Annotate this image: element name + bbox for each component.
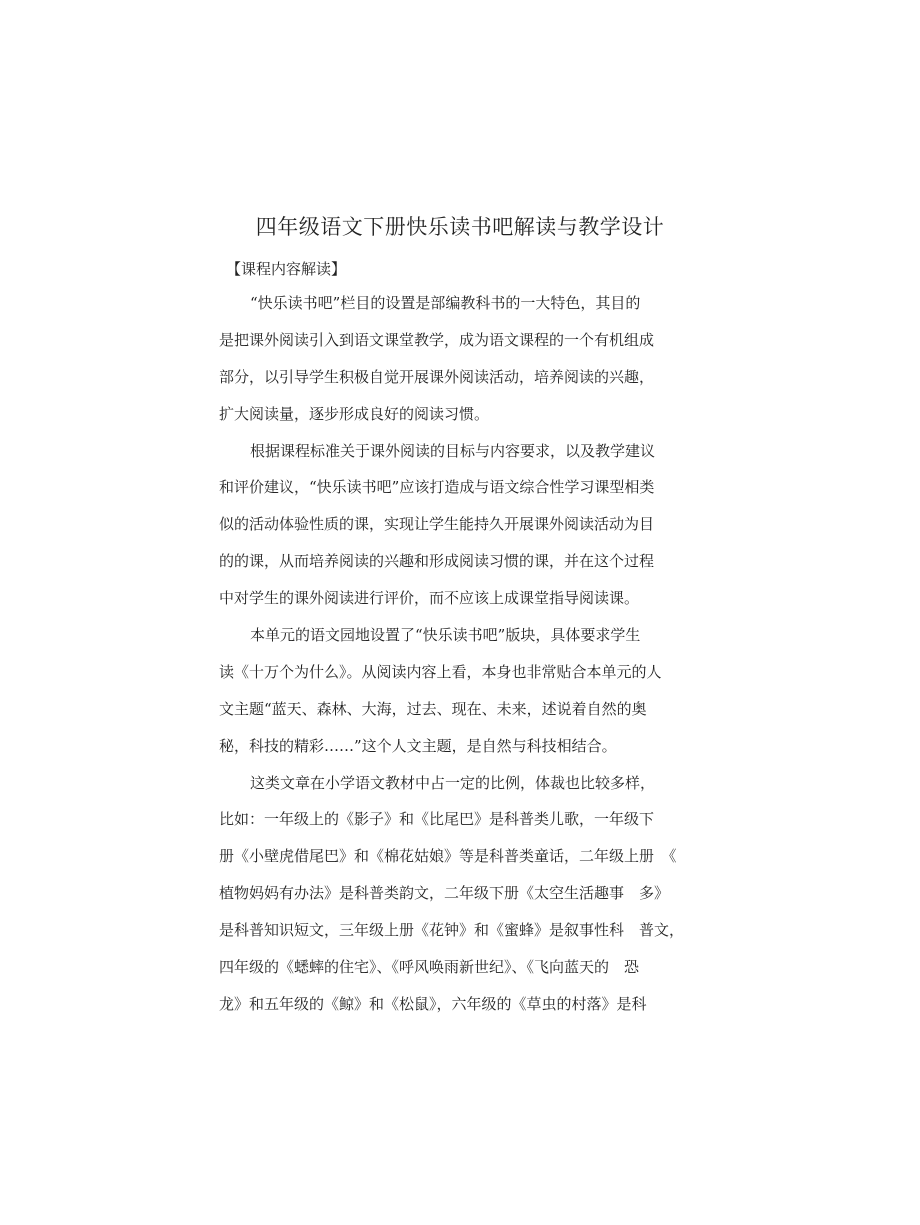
paragraph-4-line-4: 植物妈妈有办法》是科普类韵文，二年级下册《太空生活趣事 多》 [219,884,670,903]
paragraph-4-line-3: 册《小壁虎借尾巴》和《棉花姑娘》等是科普类童话，二年级上册 《 [219,847,677,866]
paragraph-4-line-2: 比如：一年级上的《影子》和《比尾巴》是科普类儿歌，一年级下 [219,810,655,829]
paragraph-1-line-3: 部分，以引导学生积极自觉开展课外阅读活动，培养阅读的兴趣， [219,367,655,386]
paragraph-4-line-1: 这类文章在小学语文教材中占一定的比例，体裁也比较多样， [250,773,656,792]
paragraph-4-line-6: 四年级的《蟋蟀的住宅》、《呼风唤雨新世纪》、《飞向蓝天的 恐 [219,958,640,977]
section-heading: 【课程内容解读】 [226,260,347,278]
paragraph-3-line-1: 本单元的语文园地设置了“快乐读书吧”版块，具体要求学生 [250,626,641,645]
paragraph-2-line-3: 似的活动体验性质的课，实现让学生能持久开展课外阅读活动为目 [219,515,655,534]
document-body [219,285,709,1023]
paragraph-2-line-2: 和评价建议，“快乐读书吧”应该打造成与语文综合性学习课型相类 [219,478,655,497]
paragraph-3-line-4: 秘，科技的精彩……”这个人文主题，是自然与科技相结合。 [219,736,617,755]
paragraph-1-line-4: 扩大阅读量，逐步形成良好的阅读习惯。 [219,404,490,423]
paragraph-2-line-5: 中对学生的课外阅读进行评价，而不应该上成课堂指导阅读课。 [219,589,640,608]
paragraph-1-line-1: “快乐读书吧”栏目的设置是部编教科书的一大特色，其目的 [250,294,641,312]
paragraph-2-line-4: 的的课，从而培养阅读的兴趣和形成阅读习惯的课，并在这个过程 [219,552,655,571]
paragraph-4-line-7: 龙》和五年级的《鲸》和《松鼠》，六年级的《草虫的村落》是科 [219,994,647,1013]
paragraph-4-line-5: 是科普知识短文，三年级上册《花钟》和《蜜蜂》是叙事性科 普文， [219,921,685,940]
document-title: 四年级语文下册快乐读书吧解读与教学设计 [255,215,665,239]
paragraph-2-line-1: 根据课程标准关于课外阅读的目标与内容要求，以及教学建议 [250,441,656,460]
paragraph-3-line-3: 文主题“蓝天、森林、大海，过去、现在、未来，述说着自然的奥 [219,699,647,718]
paragraph-1-line-2: 是把课外阅读引入到语文课堂教学，成为语文课程的一个有机组成 [219,330,655,349]
paragraph-3-line-2: 读《十万个为什么》。从阅读内容上看，本身也非常贴合本单元的人 [219,662,662,681]
